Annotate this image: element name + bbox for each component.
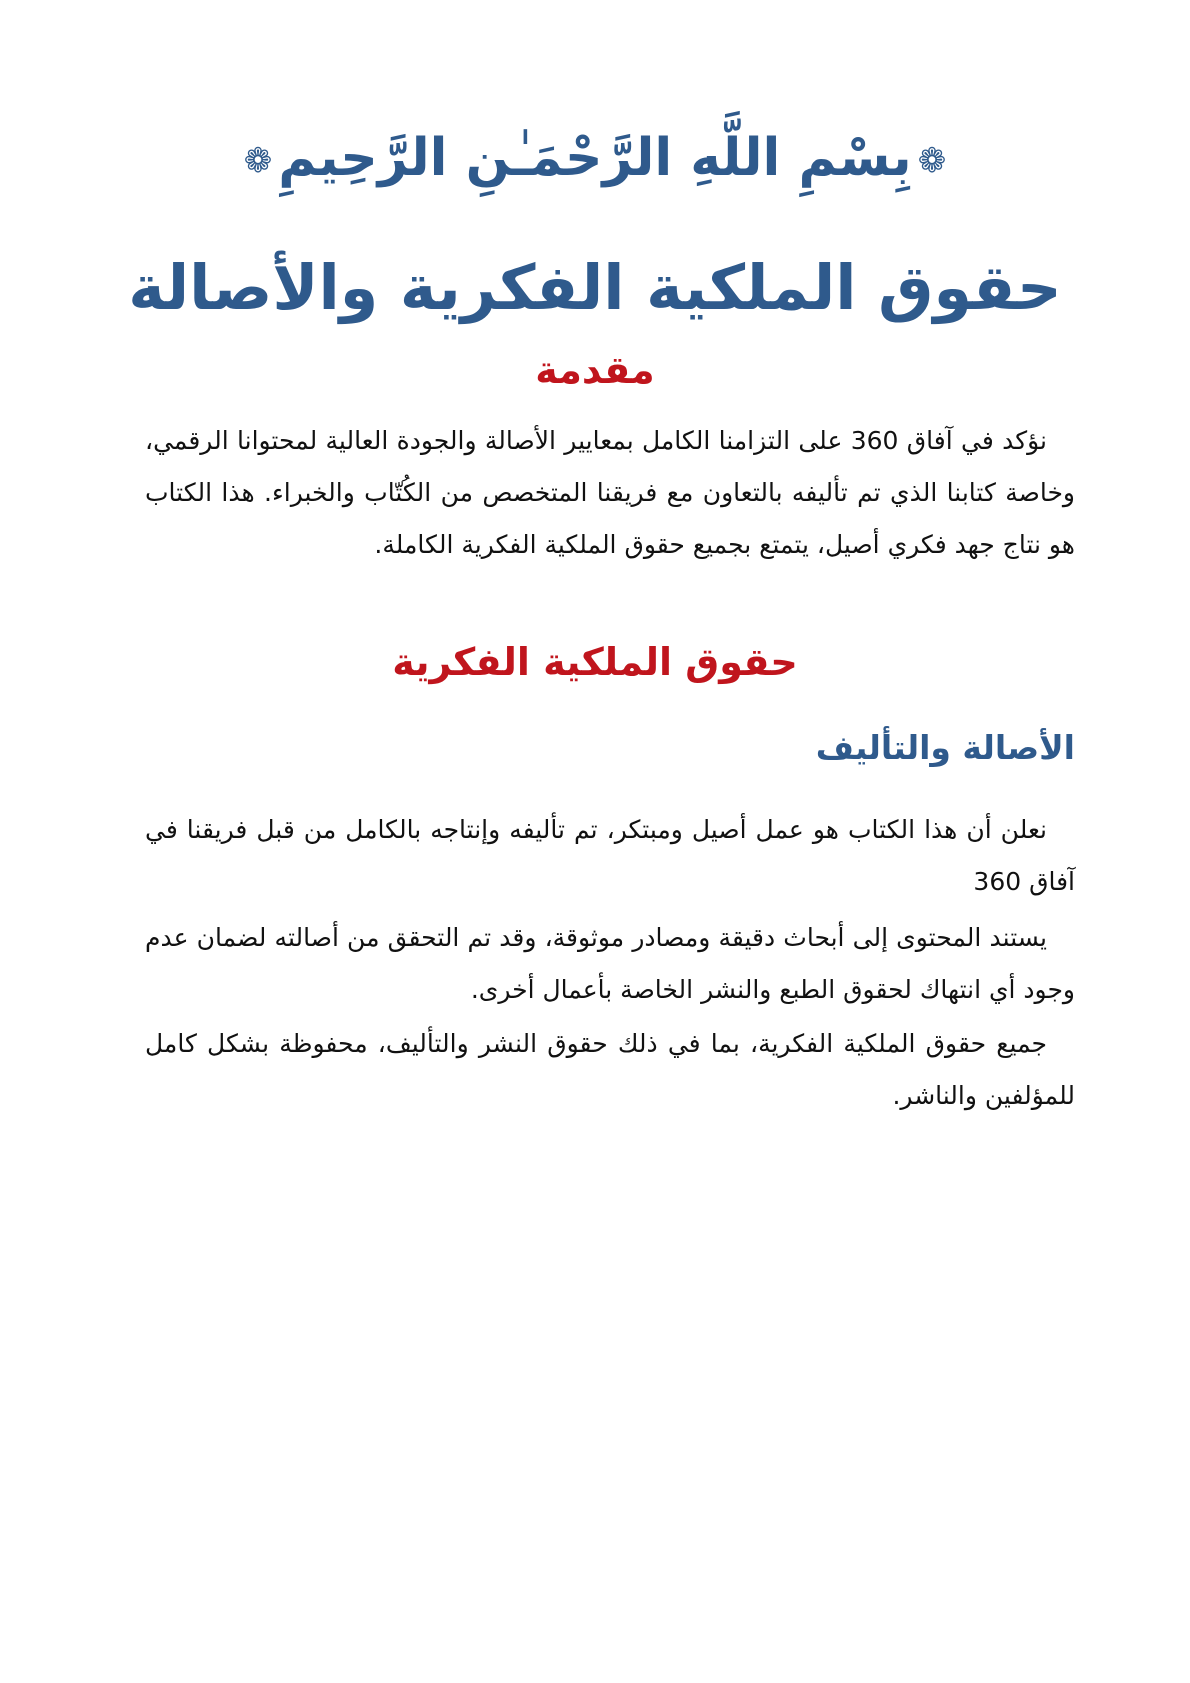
intro-paragraph: نؤكد في آفاق 360 على التزامنا الكامل بمعايير الأصالة والجودة العالية لمحتوانا الرقمي، وخاصة كتابنا الذي تم تأليفه بالتعاون مع فريقنا المتخصص من الكُتّاب والخبراء. هذا الكتاب هو نتاج جهد فكري أصيل، يتمتع بجميع حقوق الملكية الفكرية الكاملة.	[145, 426, 1075, 559]
ip-heading: حقوق الملكية الفكرية	[392, 640, 798, 684]
ip-paragraph-3: جميع حقوق الملكية الفكرية، بما في ذلك حقوق النشر والتأليف، محفوظة بشكل كامل للمؤلفين والناشر.	[145, 1029, 1075, 1110]
basmala	[0, 118, 1190, 201]
page-title: حقوق الملكية الفكرية والأصالة	[128, 251, 1062, 324]
originality-subheading: الأصالة والتأليف	[815, 728, 1075, 767]
ip-paragraph-2: يستند المحتوى إلى أبحاث دقيقة ومصادر موثوقة، وقد تم التحقق من أصالته لضمان عدم وجود أي انتهاك لحقوق الطبع والنشر الخاصة بأعمال أخرى.	[145, 923, 1075, 1004]
basmala-text: بِسْمِ اللَّهِ الرَّحْمَـٰنِ الرَّحِيمِ	[278, 128, 912, 188]
intro-heading: مقدمة	[535, 348, 655, 392]
ornament-left-icon: ❁	[243, 141, 273, 181]
ip-paragraph-1: نعلن أن هذا الكتاب هو عمل أصيل ومبتكر، تم تأليفه وإنتاجه بالكامل من قبل فريقنا في آفاق 360	[145, 815, 1075, 896]
ornament-right-icon: ❁	[917, 141, 947, 181]
